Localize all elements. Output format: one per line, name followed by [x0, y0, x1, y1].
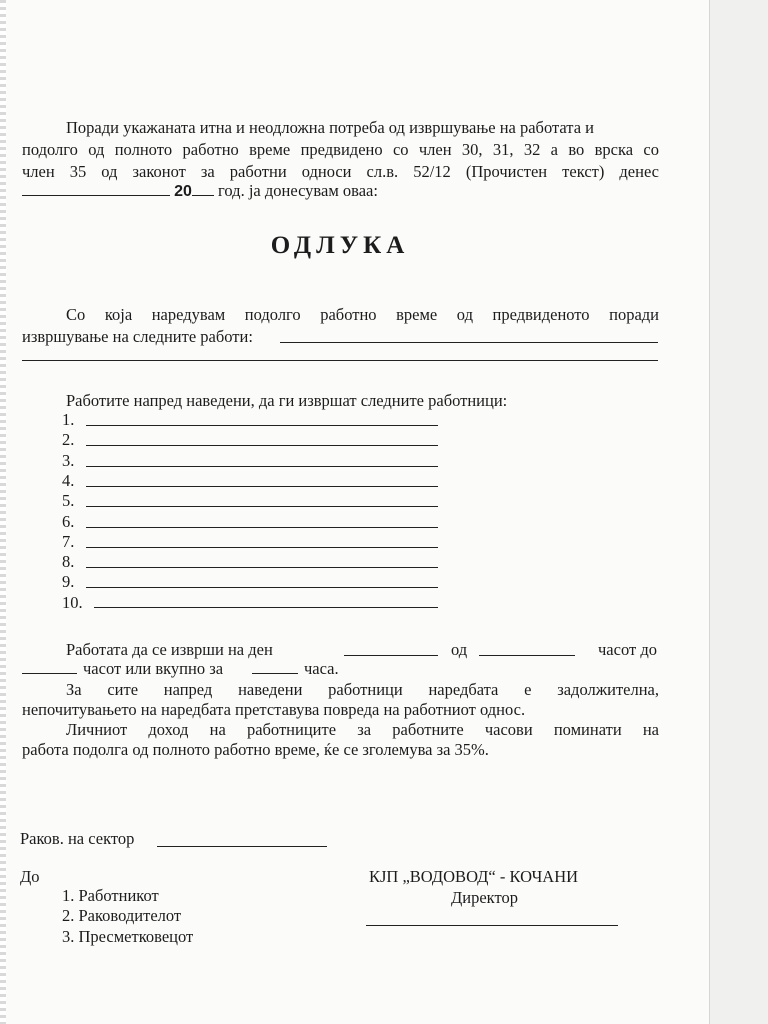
from-time-blank[interactable]	[479, 655, 575, 656]
schedule-p3-line2: работа подолга од полнотo работно време, ќе се зголемува за 35%.	[22, 740, 489, 759]
date-blank[interactable]	[22, 181, 170, 196]
page-left-edge	[0, 0, 6, 1024]
company-name: КЈП „ВОДОВОД“ - КОЧАНИ	[369, 867, 579, 886]
intro-line-4-end: год. ја донесувам оваа:	[218, 181, 378, 200]
worker-number: 1.	[62, 410, 75, 429]
to-time-blank[interactable]	[22, 673, 77, 674]
year-prefix: 20	[174, 183, 192, 200]
worker-line[interactable]	[86, 425, 438, 426]
worker-line[interactable]	[86, 466, 438, 467]
worker-number: 6.	[62, 512, 75, 531]
worker-line[interactable]	[86, 506, 438, 507]
worker-number: 7.	[62, 532, 75, 551]
works-blank-2[interactable]	[22, 360, 658, 361]
schedule-p1-a: Работата да се изврши на ден	[66, 640, 273, 659]
intro-line-1: Поради укажаната итна и неодложна потреба од извршување на работата и	[66, 118, 594, 137]
director-label: Директор	[451, 888, 518, 907]
director-signature-line[interactable]	[366, 925, 618, 926]
workers-heading: Работите напред наведени, да ги извршат следните работници:	[66, 391, 508, 410]
worker-number: 8.	[62, 552, 75, 571]
works-blank-1[interactable]	[280, 342, 658, 343]
schedule-p1-b: од	[451, 640, 468, 659]
worker-line[interactable]	[86, 587, 438, 588]
to-label: До	[20, 867, 40, 886]
recipient-item: 3. Пресметковецот	[62, 927, 194, 946]
intro-line-3: член 35 од законот за работни односи сл.в. 52/12 (Прочистен текст) денес	[22, 162, 659, 181]
schedule-p3-line1: Личниот доход на работниците за работните часови поминати на	[66, 720, 659, 739]
year-blank[interactable]	[192, 181, 214, 196]
recipient-item: 1. Работникот	[62, 886, 159, 905]
schedule-p2-line2: непочитувањето на наредбата претставува повреда на работниот однос.	[22, 700, 526, 719]
worker-line[interactable]	[86, 486, 438, 487]
worker-line[interactable]	[94, 607, 438, 608]
worker-number: 2.	[62, 430, 75, 449]
schedule-p2-line1: За сите напред наведени работници наредбата е задолжителна,	[66, 680, 659, 699]
sector-head-label: Раков. на сектор	[20, 829, 135, 848]
schedule-p1-e: часа.	[304, 659, 339, 678]
sector-head-signature-line[interactable]	[157, 846, 327, 847]
worker-number: 5.	[62, 491, 75, 510]
document-title: ОДЛУКА	[270, 232, 410, 259]
worker-line[interactable]	[86, 527, 438, 528]
worker-line[interactable]	[86, 445, 438, 446]
worker-line[interactable]	[86, 547, 438, 548]
intro-line-4	[22, 181, 378, 202]
worker-number: 10.	[62, 593, 83, 612]
schedule-p1-d: часот или вкупно за	[83, 659, 224, 678]
worker-line[interactable]	[86, 567, 438, 568]
worker-number: 3.	[62, 451, 75, 470]
schedule-p1-c: часот до	[598, 640, 657, 659]
total-hours-blank[interactable]	[252, 673, 298, 674]
page-margin	[710, 0, 768, 1024]
order-line-2: извршување на следните работи:	[22, 327, 253, 346]
worker-number: 4.	[62, 471, 75, 490]
worker-number: 9.	[62, 572, 75, 591]
day-blank[interactable]	[344, 655, 438, 656]
order-line-1: Со која наредувам подолго работно време од предвиденото поради	[66, 305, 659, 324]
intro-line-2: подолго од полнотo работно време предвидено со член 30, 31, 32 а во врска со	[22, 140, 659, 159]
recipient-item: 2. Раководителот	[62, 906, 182, 925]
